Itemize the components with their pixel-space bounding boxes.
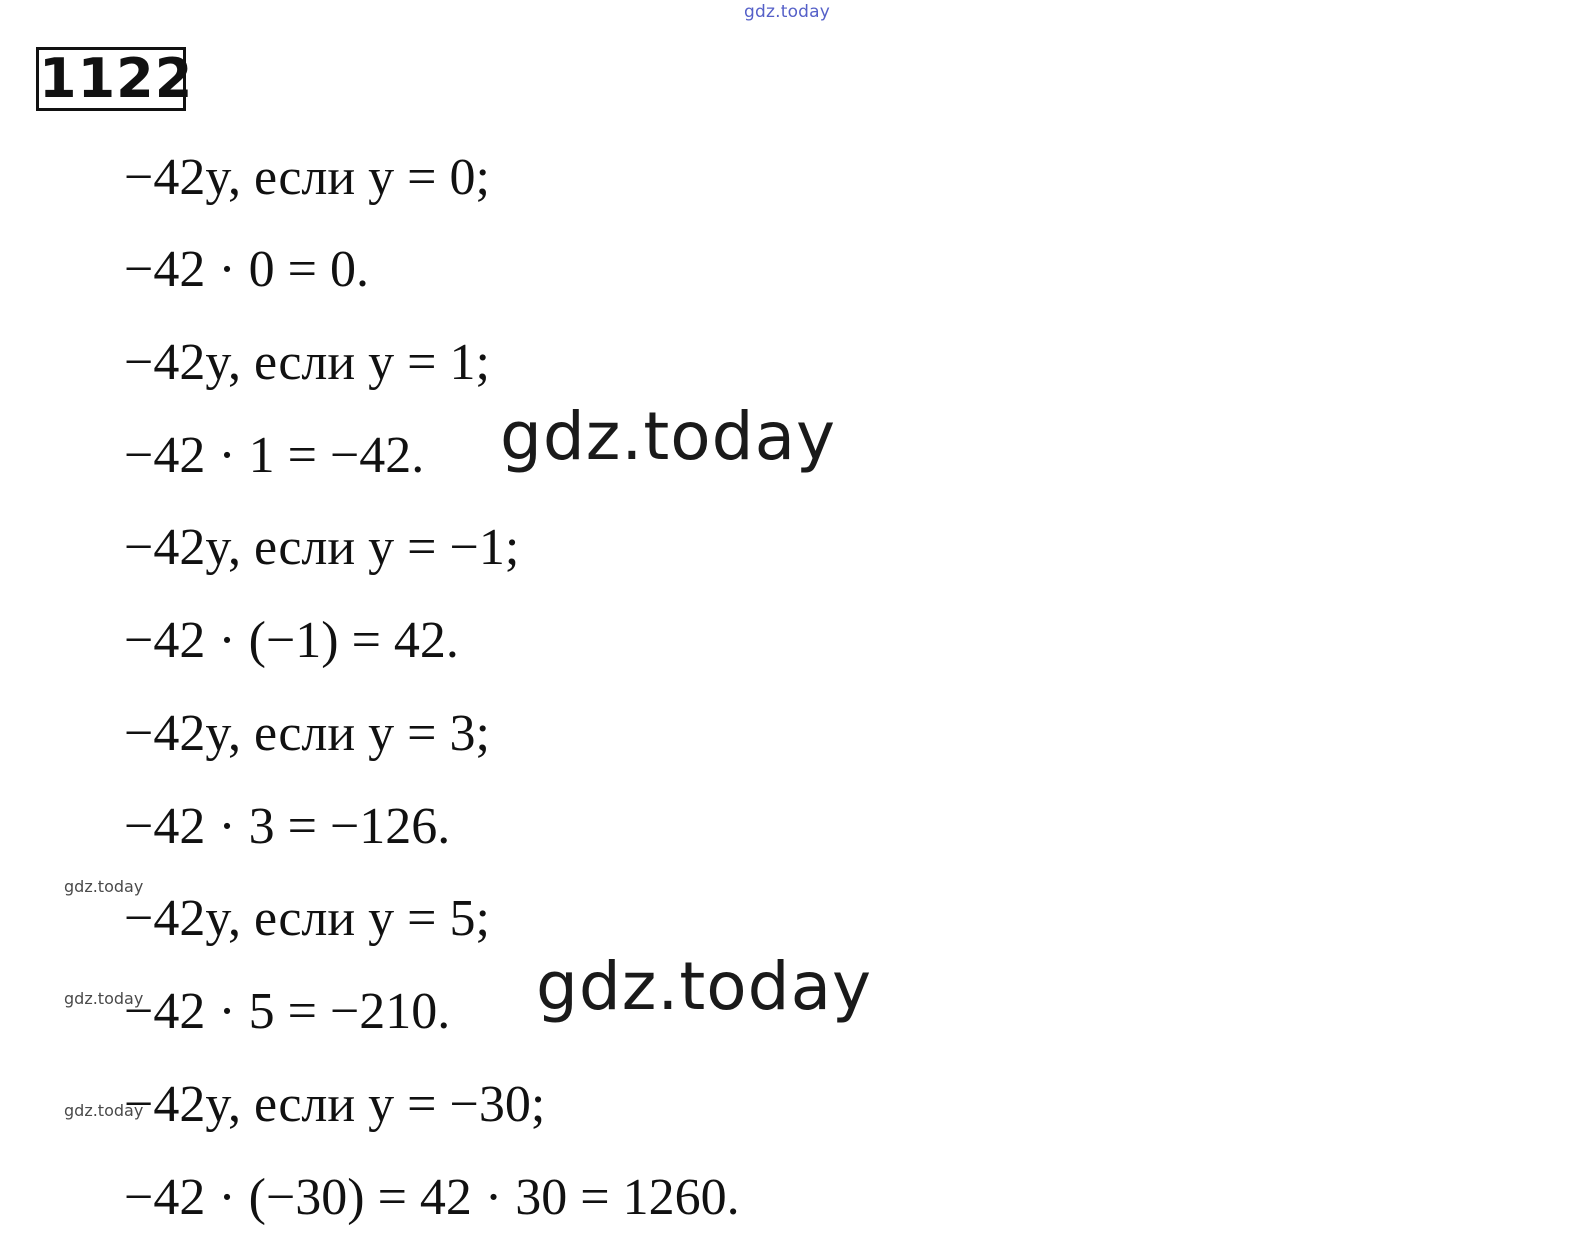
solution-line-12: −42 · (−30) = 42 · 30 = 1260.: [124, 1169, 740, 1226]
solution-line-7: −42y, если y = 3;: [124, 705, 490, 762]
watermark-large-2: gdz.today: [536, 948, 873, 1025]
solution-line-1: −42y, если y = 0;: [124, 149, 490, 206]
solution-line-8: −42 · 3 = −126.: [124, 798, 451, 855]
solution-line-6: −42 · (−1) = 42.: [124, 612, 459, 669]
solution-line-2: −42 · 0 = 0.: [124, 241, 369, 298]
solution-line-3: −42y, если y = 1;: [124, 334, 490, 391]
solution-line-10: −42 · 5 = −210.: [124, 983, 451, 1040]
solution-line-4: −42 · 1 = −42.: [124, 427, 425, 484]
watermark-top: gdz.today: [744, 2, 831, 22]
watermark-large-1: gdz.today: [500, 398, 837, 475]
watermark-small-3: gdz.today: [64, 1101, 144, 1120]
problem-number-box: 1122: [36, 47, 186, 111]
watermark-small-1: gdz.today: [64, 877, 144, 896]
watermark-small-2: gdz.today: [64, 989, 144, 1008]
solution-line-5: −42y, если y = −1;: [124, 519, 520, 576]
solution-line-9: −42y, если y = 5;: [124, 890, 490, 947]
solution-line-11: −42y, если y = −30;: [124, 1076, 546, 1133]
